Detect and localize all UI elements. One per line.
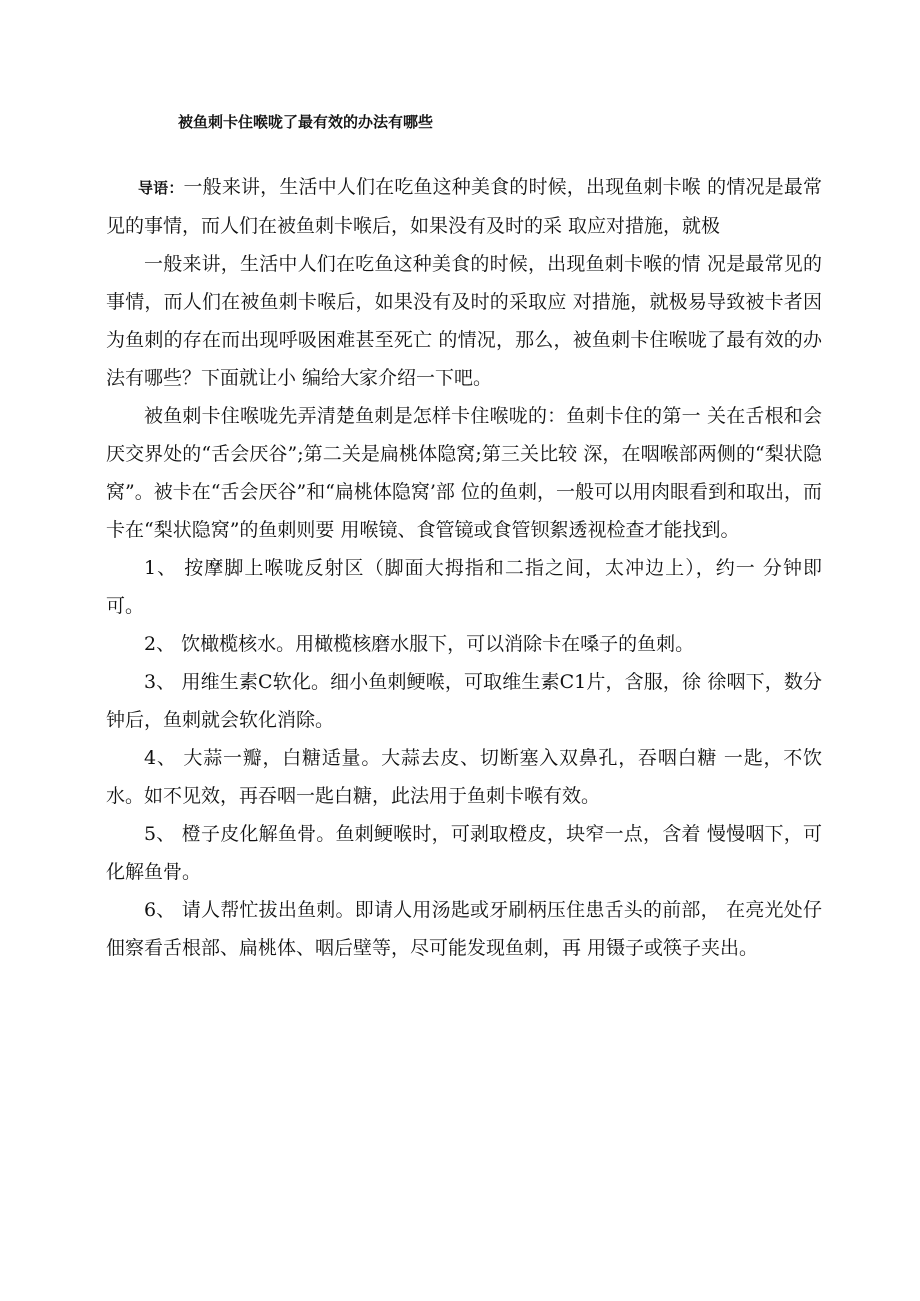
document-body: [106, 168, 822, 967]
paragraph-intro: 一般来讲，生活中人们在吃鱼这种美食的时候，出现鱼刺卡喉的情 况是最常见的事情，而人们在被鱼刺卡喉后，如果没有及时的采取应 对措施，就极易导致被卡者因为鱼刺的存在而出现呼吸困难甚至死亡 的情况，那么，被鱼刺卡住喉咙了最有效的办法有哪些？下面就让小 编给大家介绍一下吧。: [106, 253, 822, 389]
paragraph-explanation: 被鱼刺卡住喉咙先弄清楚鱼刺是怎样卡住喉咙的：鱼刺卡住的第一 关在舌根和会厌交界处的“舌会厌谷”;第二关是扁桃体隐窝;第三关比较 深，在咽喉部两侧的“梨状隐窝”。被卡在“舌会厌谷”和“扁桃体隐窝’部 位的鱼刺，一般可以用肉眼看到和取出，而卡在“梨状隐窝”的鱼刺则要 用喉镜、食管镜或食管钡絮透视检查才能找到。: [106, 405, 822, 541]
lead-paragraph: [106, 168, 822, 245]
list-item-2: 2、 饮橄榄核水。用橄榄核磨水服下，可以消除卡在嗓子的鱼刺。: [144, 633, 695, 655]
document-title: 被鱼刺卡住喉咙了最有效的办法有哪些: [178, 113, 434, 131]
list-item-1: 1、 按摩脚上喉咙反射区（脚面大拇指和二指之间，太冲边上），约一 分钟即可。: [106, 557, 822, 617]
list-item-3: 3、 用维生素C软化。细小鱼刺鲠喉，可取维生素C1片，含服，徐 徐咽下，数分钟后，鱼刺就会软化消除。: [106, 671, 822, 731]
lead-label: 导语：: [138, 179, 184, 197]
list-item-6: 6、 请人帮忙拔出鱼刺。即请人用汤匙或牙刷柄压住患舌头的前部， 在亮光处仔佃察看舌根部、扁桃体、咽后壁等，尽可能发现鱼刺，再 用镊子或筷子夹出。: [106, 899, 822, 959]
list-item-4: 4、 大蒜一瓣，白糖适量。大蒜去皮、切断塞入双鼻孔，吞咽白糖 一匙，不饮水。如不见效，再吞咽一匙白糖，此法用于鱼刺卡喉有效。: [106, 747, 822, 807]
lead-text: 一般来讲，生活中人们在吃鱼这种美食的时候，出现鱼刺卡喉 的情况是最常见的事情，而人们在被鱼刺卡喉后，如果没有及时的采 取应对措施，就极: [106, 176, 822, 237]
list-item-5: 5、 橙子皮化解鱼骨。鱼刺鲠喉时，可剥取橙皮，块窄一点，含着 慢慢咽下，可化解鱼骨。: [106, 823, 822, 883]
